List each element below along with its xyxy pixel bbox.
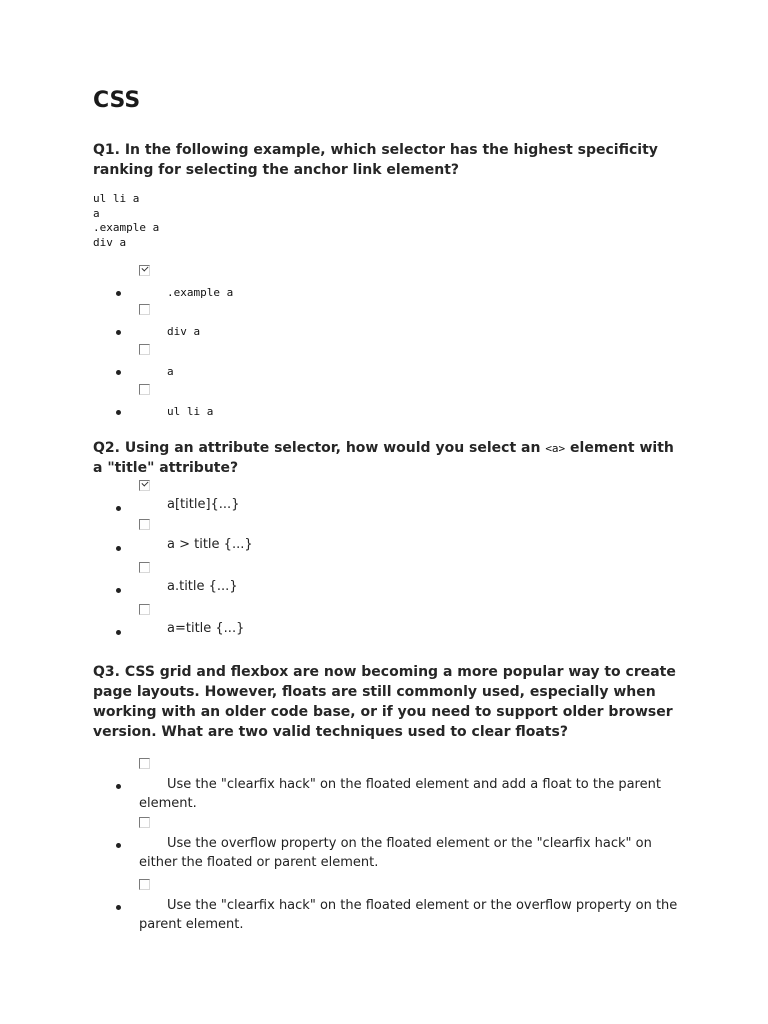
bullet-icon (116, 905, 121, 910)
q2-option-4-label: a=title {...} (167, 621, 245, 636)
question-2-inline-code: <a> (545, 442, 566, 455)
bullet-icon (116, 506, 121, 511)
q1-option-2-label: div a (167, 325, 201, 338)
bullet-icon (116, 843, 121, 848)
question-1-code-sample: ul li a a .example a div a (93, 192, 160, 249)
q3-option-1-checkbox[interactable] (139, 758, 150, 769)
q2-option-1-label: a[title]{...} (167, 497, 240, 512)
q3-option-3-checkbox[interactable] (139, 879, 150, 890)
question-1-text: Q1. In the following example, which selector has the highest specificity ranking for selecting the anchor link element? (93, 142, 658, 178)
q3-option-3-label: Use the "clearfix hack" on the floated element or the overflow property on the parent element. (139, 898, 678, 932)
bullet-icon (116, 588, 121, 593)
bullet-icon (116, 370, 121, 375)
bullet-icon (116, 784, 121, 789)
q2-option-3-checkbox[interactable] (139, 562, 150, 573)
q2-option-4-checkbox[interactable] (139, 604, 150, 615)
bullet-icon (116, 546, 121, 551)
bullet-icon (116, 291, 121, 296)
q2-option-2-checkbox[interactable] (139, 519, 150, 530)
q1-option-4-checkbox[interactable] (139, 384, 150, 395)
q3-option-2-label: Use the overflow property on the floated element or the "clearfix hack" on either the floated or parent element. (139, 836, 652, 870)
bullet-icon (116, 630, 121, 635)
q3-option-1-label: Use the "clearfix hack" on the floated element and add a float to the parent element. (139, 777, 661, 811)
q1-option-3-label: a (167, 365, 174, 378)
q3-option-2-checkbox[interactable] (139, 817, 150, 828)
bullet-icon (116, 330, 121, 335)
q1-option-1-label: .example a (167, 286, 234, 299)
q1-option-1-checkbox[interactable] (139, 265, 150, 276)
question-2-text: Q2. Using an attribute selector, how would you select an <a> element with a "title" attribute? (93, 440, 674, 476)
q2-option-3-label: a.title {...} (167, 579, 238, 594)
q2-option-2-label: a > title {...} (167, 537, 253, 552)
q1-option-4-label: ul li a (167, 405, 214, 418)
page-title: CSS (93, 88, 141, 113)
q1-option-3-checkbox[interactable] (139, 344, 150, 355)
q1-option-2-checkbox[interactable] (139, 304, 150, 315)
bullet-icon (116, 410, 121, 415)
question-3-text: Q3. CSS grid and flexbox are now becoming a more popular way to create page layouts. However, floats are still commonly used, especially when working with an older code base, or if you need to support older browser version. What are two valid techniques used to clear floats? (93, 664, 676, 740)
q2-option-1-checkbox[interactable] (139, 480, 150, 491)
